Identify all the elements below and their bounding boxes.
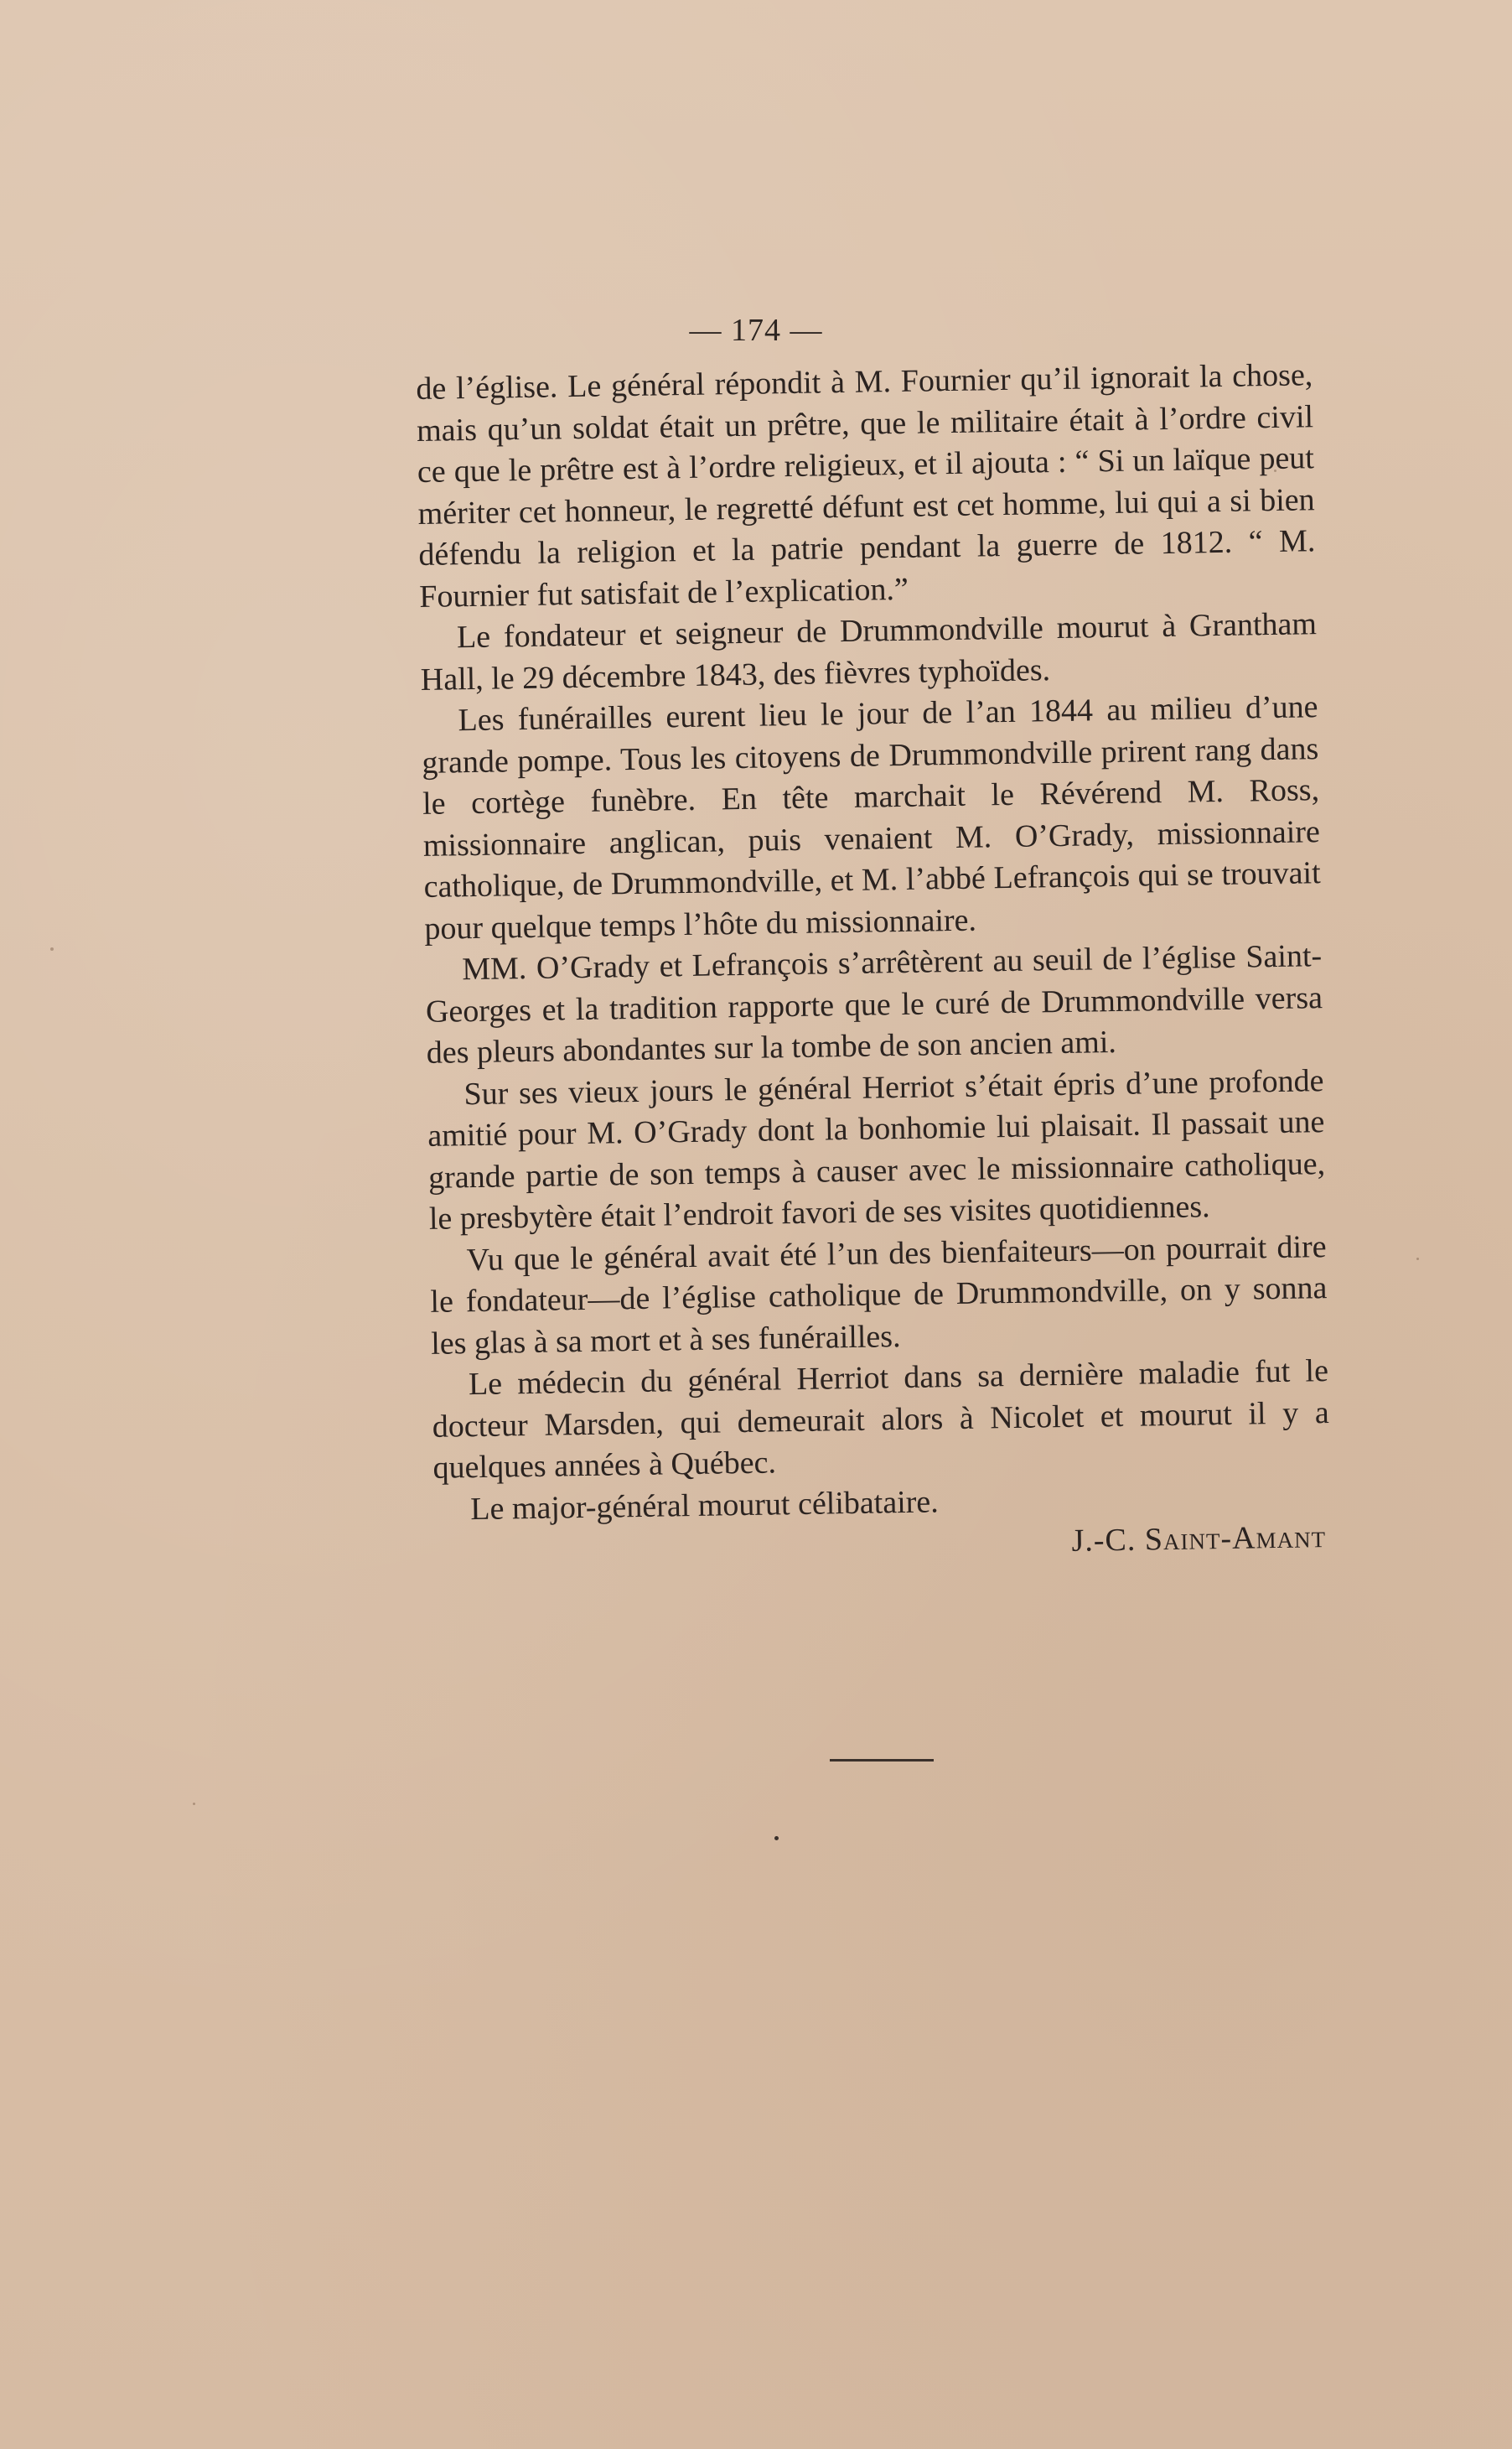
- paper-fleck: [1416, 1258, 1419, 1260]
- paragraph-3: Les funérailles eurent lieu le jour de l’an 1844 au milieu d’une grande pompe. Tous les citoyens de Drummondville prirent rang dans le cortège funèbre. En tête marchait le Révérend M. Ross, missionnaire anglican, puis venaient M. O’Grady, missionnaire catholique, de Drummondville, et M. l’abbé Lefrançois qui se trouvait pour quelque temps l’hôte du missionnaire.: [422, 689, 1321, 947]
- paragraph-8: Le major-général mourut célibataire.: [470, 1483, 940, 1527]
- signature-text: J.-C. Saint-Amant: [1071, 1519, 1327, 1559]
- paragraph-1: de l’église. Le général répondit à M. Fournier qu’il ignorait la chose, mais qu’un soldat était un prêtre, que le militaire était à l’ordre civil ce que le prêtre est à l’ordre religieux, et il ajouta : “ Si un laïque peut mériter cet honneur, le regretté défunt est cet homme, lui qui a si bien défendu la religion et la patrie pendant la guerre de 1812. “ M. Fournier fut satisfait de l’explication.”: [416, 357, 1316, 615]
- paragraph-5: Sur ses vieux jours le général Herriot s’était épris d’une profonde amitié pour M. O’Grady dont la bonhomie lui plaisait. Il passait une grande partie de son temps à causer avec le missionnaire catholique, le presbytère était l’endroit favori de ses visites quotidiennes.: [427, 1062, 1326, 1237]
- paragraph-6: Vu que le général avait été l’un des bienfaiteurs—on pourrait dire le fondateur—de l’église catholique de Drummondville, on y sonna les glas à sa mort et à ses funérailles.: [430, 1228, 1328, 1362]
- paragraph-2: Le fondateur et seigneur de Drummondville mourut à Grantham Hall, le 29 décembre 1843, des fièvres typhoïdes.: [420, 606, 1318, 698]
- paragraph-4: MM. O’Grady et Lefrançois s’arrêtèrent au seuil de l’église Saint-Georges et la tradition rapporte que le curé de Drummondville versa des pleurs abondantes sur la tombe de son ancien ami.: [425, 938, 1323, 1071]
- paper-fleck: [193, 1803, 195, 1805]
- paper-fleck: [1274, 470, 1276, 472]
- closing-rule: [830, 1759, 934, 1762]
- paper-fleck: [50, 947, 54, 951]
- paragraph-7: Le médecin du général Herriot dans sa dernière maladie fut le docteur Marsden, qui demeurait alors à Nicolet et mourut il y a quelques années à Québec.: [432, 1353, 1330, 1486]
- print-speck: [774, 1836, 779, 1840]
- page-number: — 174 —: [689, 313, 823, 348]
- body-text: [416, 355, 1331, 1572]
